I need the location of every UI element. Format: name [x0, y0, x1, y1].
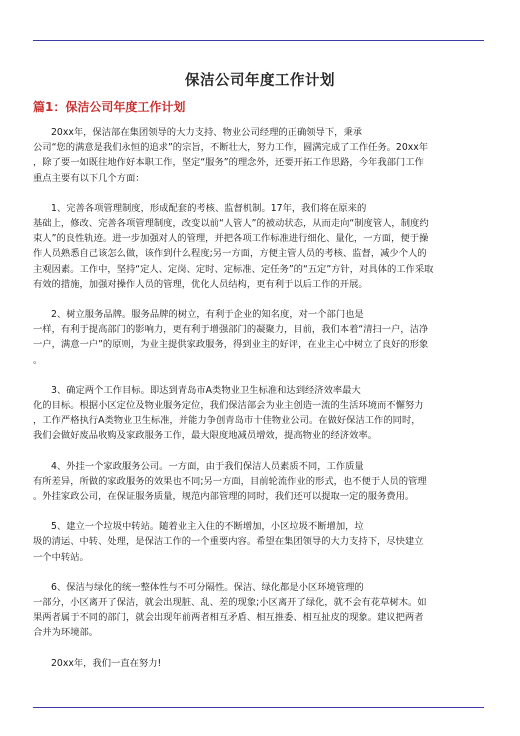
paragraph-line: 20xx年，保洁部在集团领导的大力支持、物业公司经理的正确领导下，秉承 — [51, 127, 363, 138]
paragraph-line: 重点主要有以下几个方面： — [33, 172, 145, 184]
top-divider — [33, 40, 484, 41]
paragraph-line: 合并为环境部。 — [33, 627, 99, 639]
section-heading: 篇1：保洁公司年度工作计划 — [33, 100, 186, 114]
paragraph-line: 。外挂家政公司，在保证服务质量，规范内部管理的同时，我们还可以提取一定的服务费用。 — [33, 491, 415, 503]
paragraph — [33, 201, 484, 292]
paragraph-line: ，除了要一如既往地作好本职工作，坚定“服务”的理念外，还要开拓工作思路，今年我部门工作 — [33, 157, 424, 169]
paragraph — [33, 580, 484, 641]
paragraph — [33, 656, 484, 671]
paragraph-line: 束人”的良性轨迹。进一步加强对人的管理，并把各项工作标准进行细化、量化，一方面，便于操 — [33, 233, 429, 245]
paragraph-line: 。 — [33, 354, 43, 366]
paragraph — [33, 307, 484, 368]
paragraph-line: 1、完善各项管理制度，形成配套的考核、监督机制。17年，我们将在原来的 — [51, 202, 367, 214]
paragraph-line: 4、外挂一个家政服务公司。一方面，由于我们保洁人员素质不同，工作质量 — [51, 460, 364, 472]
paragraph-line: 公司“您的满意是我们永恒的追求”的宗旨，不断壮大，努力工作，圆满完成了工作任务。20xx年 — [33, 142, 429, 154]
page-title: 保洁公司年度工作计划 — [185, 73, 335, 89]
paragraph-line: 5、建立一个垃圾中转站。随着业主入住的不断增加，小区垃圾不断增加，垃 — [51, 521, 364, 533]
paragraph-line: 圾的清运、中转、处理，是保洁工作的一个重要内容。希望在集团领导的大力支持下，尽快建立 — [33, 536, 424, 548]
paragraph-line: 主观因素。工作中，坚持“定人、定岗、定时、定标准、定任务”的“五定”方针，对具体的工作采取 — [33, 263, 434, 275]
paragraph-line: 20xx年，我们一直在努力! — [51, 657, 162, 669]
paragraph-line: 2、树立服务品牌。服务品牌的树立，有利于企业的知名度，对一个部门也是 — [51, 309, 364, 321]
paragraph-line: 作人员熟悉自己该怎么做，该作到什么程度;另一方面，方便主管人员的考核、监督，减少个人的 — [33, 248, 427, 260]
paragraph-line: 化的目标。根据小区定位及物业服务定位，我们保洁部会为业主创造一流的生活环境而不懈努力 — [33, 400, 424, 412]
paragraph-line: 一部分，小区离开了保洁，就会出现脏、乱、差的现象;小区离开了绿化，就不会有花草树木。如 — [33, 597, 427, 609]
paragraph — [33, 459, 484, 505]
paragraph-line: 一个中转站。 — [33, 551, 89, 563]
paragraph-line: 基础上，修改、完善各项管理制度，改变以前“人管人”的被动状态，从而走向“制度管人，制度约 — [33, 218, 429, 230]
paragraph-line: 6、保洁与绿化的统一整体性与不可分隔性。保洁、绿化都是小区环境管理的 — [51, 581, 364, 593]
paragraph-line: ，工作严格执行A类物业卫生标准，并能力争创青岛市十佳物业公司。在做好保洁工作的同时， — [33, 415, 421, 427]
paragraph-line: 果两者属于不同的部门，就会出现年前两者相互矛盾、相互推委、相互扯皮的现象。建议把两者 — [33, 612, 424, 624]
paragraph-line: 有效的措施，加强对操作人员的管理，优化人员结构，更有利于以后工作的开展。 — [33, 278, 368, 290]
paragraph — [33, 519, 484, 565]
paragraph — [33, 125, 484, 186]
paragraph-line: 一样，有利于提高部门的影响力，更有利于增强部门的凝聚力，目前，我们本着“清扫一户，洁净 — [33, 324, 429, 336]
paragraph — [33, 383, 484, 444]
paragraph-line: 有所差异，所做的家政服务的效果也不同;另一方面，目前轮流作业的形式，也不便于人员的管理 — [33, 475, 427, 487]
document-body — [33, 125, 484, 686]
paragraph-line: 我们会做好废品收购及家政服务工作，最大限度地减员增效，提高物业的经济效率。 — [33, 430, 377, 442]
paragraph-line: 一户，满意一户”的原则，为业主提供家政服务，得到业主的好评，在业主心中树立了良好的形象 — [33, 339, 429, 351]
paragraph-line: 3、确定两个工作目标。即达到青岛市A类物业卫生标准和达到经济效率最大 — [51, 384, 361, 396]
bottom-divider — [33, 707, 484, 708]
